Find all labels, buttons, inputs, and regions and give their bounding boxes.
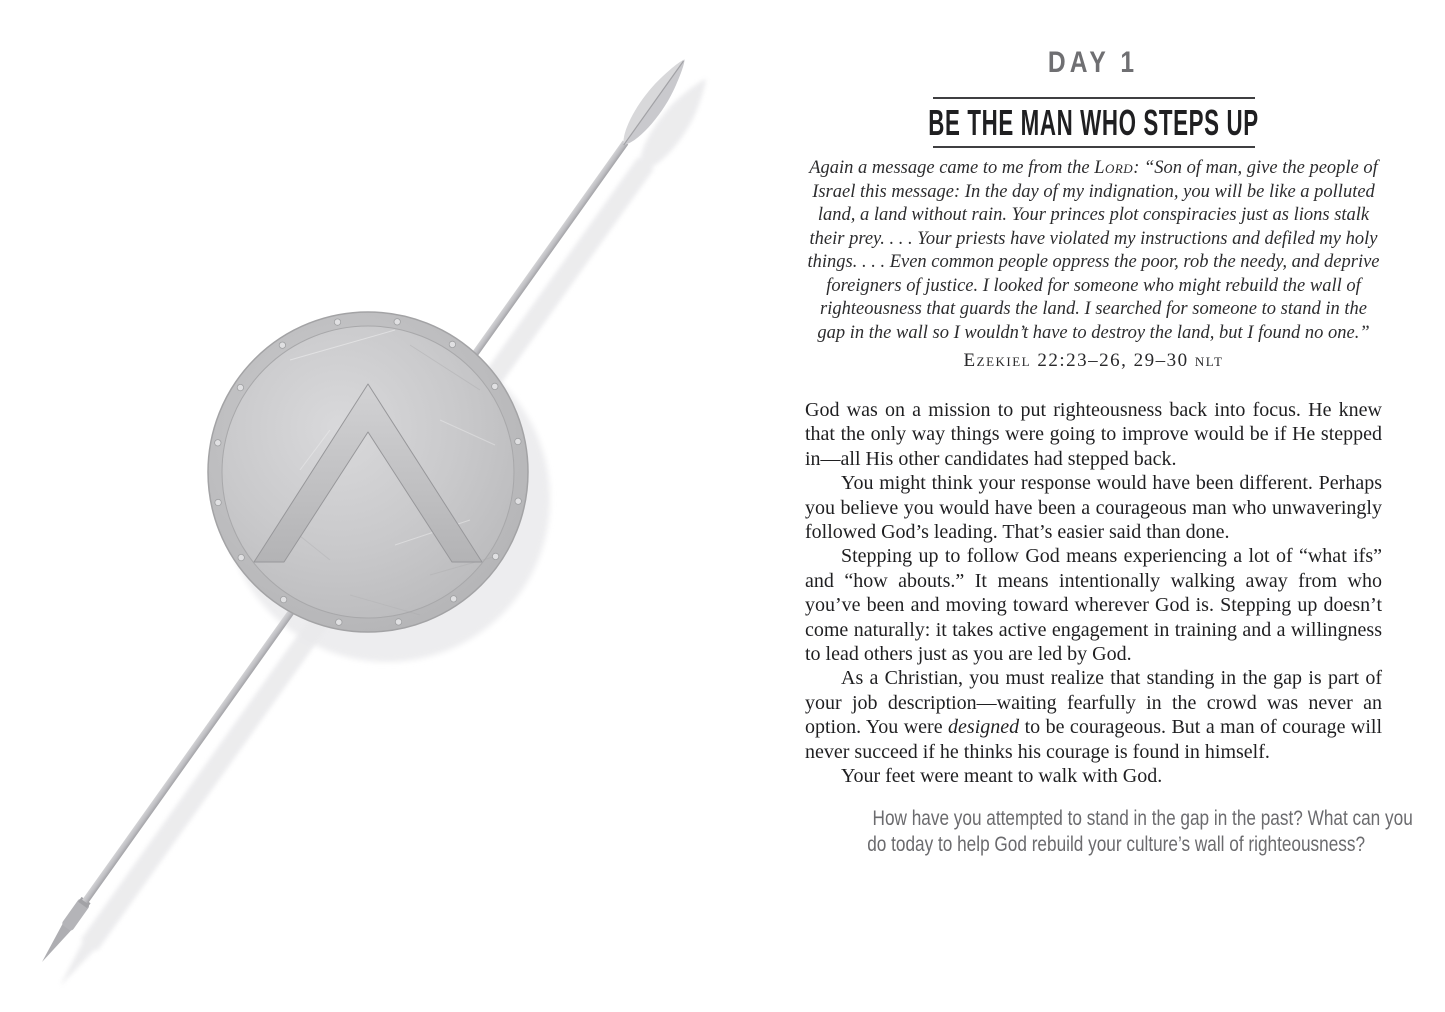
rivet	[515, 438, 521, 444]
scripture-reference: Ezekiel 22:23–26, 29–30 nlt	[963, 350, 1224, 371]
question-line: How have you attempted to stand in the gap in the past? What can you	[872, 806, 1413, 830]
rivet	[237, 384, 243, 390]
rivet	[492, 383, 498, 389]
rivet	[450, 596, 456, 602]
right-page	[805, 0, 1413, 1012]
scripture-text	[805, 157, 1382, 345]
body-text: God was on a mission to put righteousness back into focus. He knew that the only way things were going to improve would be if He stepped in—all His other candidates had stepped back.	[805, 399, 1382, 470]
day-label: DAY 1	[1048, 46, 1139, 79]
body-text: Your feet were meant to walk with God.	[841, 765, 1163, 788]
page-title: BE THE MAN WHO STEPS UP	[928, 102, 1259, 143]
rivet	[215, 499, 221, 505]
scripture-segment: Again a message came to me from the	[809, 158, 1095, 178]
rivet	[280, 596, 286, 602]
header-rule-bottom	[933, 146, 1255, 148]
body-text: You might think your response would have been different. Perhaps you believe you would have been a courageous man who unwaveringly followed God’s leading. That’s easier said than done.	[805, 472, 1382, 544]
body-paragraph	[805, 764, 1382, 788]
body-paragraph	[805, 398, 1382, 471]
body-text: Stepping up to follow God means experiencing a lot of “what ifs” and “how abouts.” It means intentionally walking away from who you’ve been and moving toward wherever God is. Stepping up doesn’t come naturally: it takes active engagement in training and a willingness to lead others just as you are led by God.	[805, 545, 1382, 666]
emphasized-text: designed	[948, 716, 1020, 739]
body-paragraph	[805, 666, 1382, 764]
rivet	[492, 553, 498, 559]
body-paragraph	[805, 471, 1382, 544]
rivet	[336, 619, 342, 625]
rivet	[395, 619, 401, 625]
rivet	[279, 342, 285, 348]
rivet	[515, 498, 521, 504]
rivet	[449, 341, 455, 347]
body-paragraph	[805, 544, 1382, 666]
devotional-body	[805, 398, 1382, 789]
body-text: to be courageous. But a man of courage will never succeed if he thinks his courage is found in himself.	[805, 716, 1383, 763]
reflection-question	[805, 806, 1413, 857]
header-rule-top	[933, 97, 1255, 99]
scripture-segment: Lord	[1094, 158, 1134, 178]
shield-face	[222, 326, 514, 618]
spear-butt-spike	[38, 923, 72, 965]
rivet	[334, 319, 340, 325]
rivet	[238, 554, 244, 560]
shield	[208, 312, 528, 632]
rivet	[215, 440, 221, 446]
scripture-quote	[805, 157, 1382, 373]
question-line: do today to help God rebuild your culture’s wall of righteousness?	[867, 831, 1366, 856]
scripture-segment: : “Son of man, give the people of Israel this message: In the day of my indignation, you will be like a polluted land, a land without rain. Your princes plot conspiracies just as lions stalk their prey. . . . Your priests have violated my instructions and defiled my holy things. . . . Even common people oppress the poor, rob the needy, and deprive foreigners of justice. I looked for someone who might rebuild the wall of righteousness that guards the land. I searched for someone to stand in the gap in the wall so I wouldn’t have to destroy the land, but I found no one.”	[807, 158, 1380, 343]
rivet	[394, 319, 400, 325]
body-text: As a Christian, you must realize that standing in the gap is part of your job description—waiting fearfully in the crowd was never an option. You were	[805, 667, 1382, 739]
